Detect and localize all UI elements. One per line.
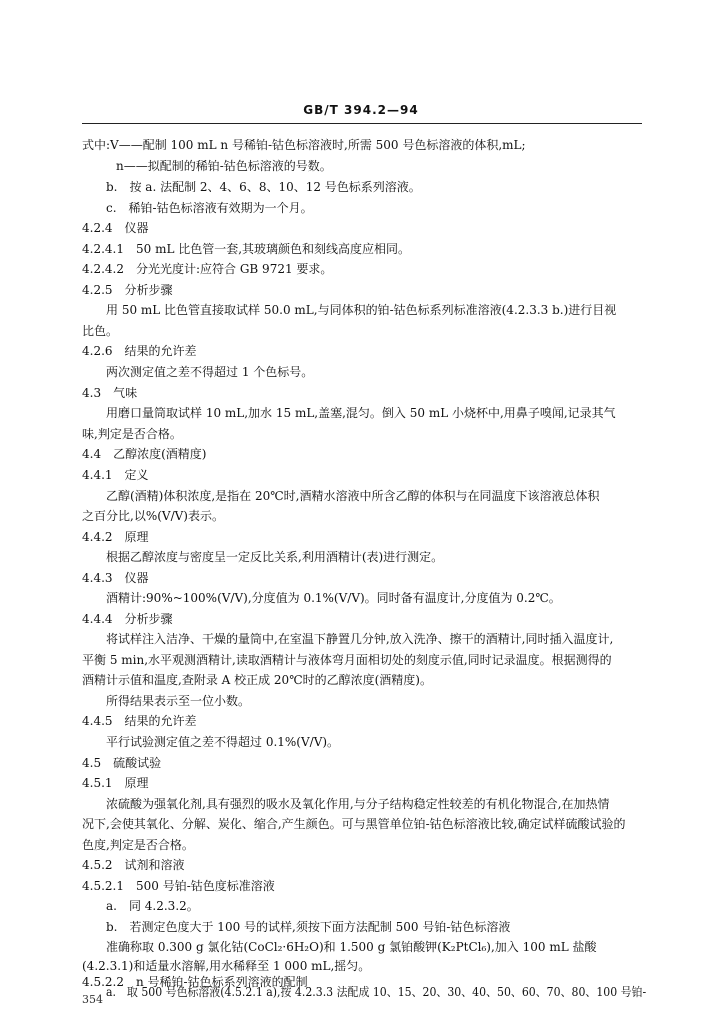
text-line: 4.2.4.2 分光光度计:应符合 GB 9721 要求。 (82, 262, 333, 276)
section-heading: 4.4.5 结果的允许差 (82, 714, 197, 728)
section-heading: 4.4.4 分析步骤 (82, 612, 173, 626)
text-line: b. 若测定色度大于 100 号的试样,须按下面方法配制 500 号铂-钴色标溶液 (106, 920, 511, 934)
text-line: 浓硫酸为强氧化剂,具有强烈的吸水及氧化作用,与分子结构稳定性较差的有机化物混合,在加热情 (106, 797, 610, 811)
text-line: 之百分比,以%(V/V)表示。 (82, 509, 224, 523)
text-line: a. 同 4.2.3.2。 (106, 899, 199, 913)
section-heading: 4.2.6 结果的允许差 (82, 344, 197, 358)
text-line: 两次测定值之差不得超过 1 个色标号。 (106, 365, 314, 379)
section-heading: 4.2.4 仪器 (82, 221, 149, 235)
text-line: 况下,会使其氧化、分解、炭化、缩合,产生颜色。可与黑管单位铂-钴色标溶液比较,确定试样硫酸试验的 (82, 817, 626, 831)
text-line: 用 50 mL 比色管直接取试样 50.0 mL,与同体积的铂-钴色标系列标准溶液(4.2.3.3 b.)进行目视 (106, 303, 617, 317)
text-line: 平行试验测定值之差不得超过 0.1%(V/V)。 (106, 735, 340, 749)
text-line: b. 按 a. 法配制 2、4、6、8、10、12 号色标系列溶液。 (106, 180, 421, 194)
text-line: 根据乙醇浓度与密度呈一定反比关系,利用酒精计(表)进行测定。 (106, 550, 444, 564)
page-number: 354 (82, 993, 103, 1006)
text-line: 将试样注入洁净、干燥的量筒中,在室温下静置几分钟,放入洗净、擦干的酒精计,同时插入温度计, (106, 632, 614, 646)
standard-code-header: GB/T 394.2—94 (303, 103, 419, 117)
text-line: 酒精计:90%~100%(V/V),分度值为 0.1%(V/V)。同时备有温度计,分度值为 0.2℃。 (106, 591, 561, 605)
section-heading: 4.5.2 试剂和溶液 (82, 858, 185, 872)
text-line: 酒精计示值和温度,查附录 A 校正成 20℃时的乙醇浓度(酒精度)。 (82, 673, 432, 687)
text-line: (4.2.3.1)和适量水溶解,用水稀释至 1 000 mL,摇匀。 (82, 959, 371, 973)
text-line: 准确称取 0.300 g 氯化钴(CoCl₂·6H₂O)和 1.500 g 氯铂酸钾(K₂PtCl₆),加入 100 mL 盐酸 (106, 940, 597, 954)
section-heading: 4.2.5 分析步骤 (82, 283, 173, 297)
text-line: 味,判定是否合格。 (82, 427, 182, 441)
text-line: c. 稀铂-钴色标溶液有效期为一个月。 (106, 201, 313, 215)
text-line: 4.2.4.1 50 mL 比色管一套,其玻璃颜色和刻线高度应相同。 (82, 242, 411, 256)
text-line: 用磨口量筒取试样 10 mL,加水 15 mL,盖塞,混匀。倒入 50 mL 小烧杯中,用鼻子嗅闻,记录其气 (106, 406, 616, 420)
text-line: 乙醇(酒精)体积浓度,是指在 20℃时,酒精水溶液中所含乙醇的体积与在同温度下该溶液总体积 (106, 489, 600, 503)
text-line: 所得结果表示至一位小数。 (106, 694, 251, 708)
text-line: 式中:V——配制 100 mL n 号稀铂-钴色标溶液时,所需 500 号色标溶液的体积,mL; (82, 138, 526, 152)
section-heading: 4.4.3 仪器 (82, 571, 149, 585)
section-heading: 4.3 气味 (82, 386, 138, 400)
section-heading: 4.4 乙醇浓度(酒精度) (82, 447, 207, 461)
text-line: 平衡 5 min,水平观测酒精计,读取酒精计与液体弯月面相切处的刻度示值,同时记录温度。根据测得的 (82, 653, 612, 667)
text-line: n——拟配制的稀铂-钴色标溶液的号数。 (116, 159, 332, 173)
section-heading: 4.5.2.2 n 号稀铂-钴色标系列溶液的配制 (82, 975, 308, 989)
text-line: a. 取 500 号色标溶液(4.5.2.1 a),按 4.2.3.3 法配成 10、15、20、30、40、50、60、70、80、100 号铂- (106, 985, 647, 999)
section-heading: 4.5 硫酸试验 (82, 756, 162, 770)
section-heading: 4.4.1 定义 (82, 468, 149, 482)
text-line: 比色。 (82, 324, 119, 338)
text-line: 色度,判定是否合格。 (82, 838, 194, 852)
section-heading: 4.4.2 原理 (82, 530, 149, 544)
header-rule (82, 123, 642, 124)
section-heading: 4.5.2.1 500 号铂-钴色度标准溶液 (82, 879, 275, 893)
section-heading: 4.5.1 原理 (82, 776, 149, 790)
